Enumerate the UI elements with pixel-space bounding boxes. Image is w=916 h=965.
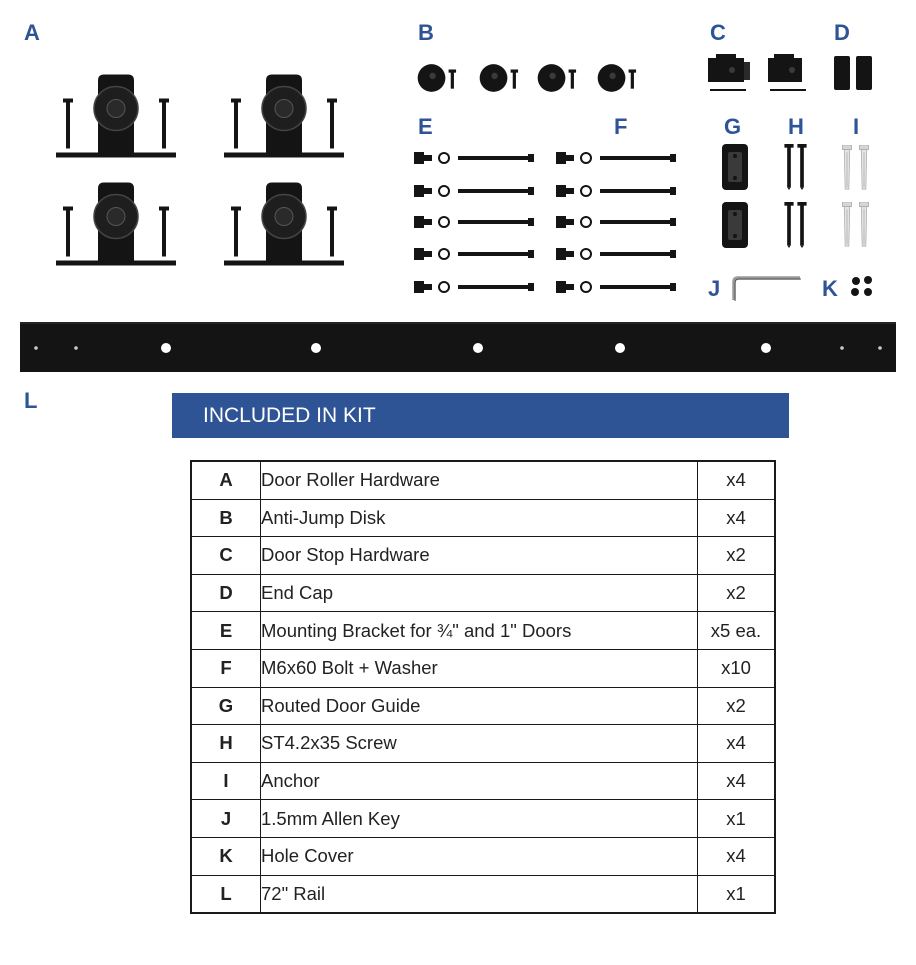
part-description-cell: Routed Door Guide — [261, 687, 698, 725]
table-row — [191, 725, 775, 763]
included-in-kit-banner — [172, 393, 789, 438]
part-quantity-cell: x10 — [698, 649, 776, 687]
kit-contents-table — [190, 460, 776, 914]
anchor-image — [841, 145, 853, 191]
bolt-washer-image — [556, 150, 686, 166]
part-letter-a: A — [24, 20, 40, 45]
part-letter-d: D — [834, 20, 850, 45]
bolt-washer-image — [556, 214, 686, 230]
table-row — [191, 612, 775, 650]
part-letter-e: E — [418, 114, 433, 139]
mounting-bracket-image — [414, 214, 544, 230]
part-quantity-cell: x5 ea. — [698, 612, 776, 650]
mounting-bracket-image — [414, 246, 544, 262]
part-description-cell: Door Stop Hardware — [261, 537, 698, 575]
part-description-cell: ST4.2x35 Screw — [261, 725, 698, 763]
screw-image — [784, 202, 794, 248]
part-description-cell: End Cap — [261, 574, 698, 612]
part-letter-c: C — [710, 20, 726, 45]
part-code-cell: G — [191, 687, 261, 725]
part-quantity-cell: x1 — [698, 875, 776, 913]
part-code-cell: B — [191, 499, 261, 537]
bolt-washer-image — [556, 183, 686, 199]
banner-title: INCLUDED IN KIT — [203, 404, 376, 427]
table-row — [191, 574, 775, 612]
part-quantity-cell: x2 — [698, 537, 776, 575]
anti-jump-disk-image — [534, 62, 584, 94]
part-code-cell: J — [191, 800, 261, 838]
table-row — [191, 461, 775, 499]
table-row — [191, 837, 775, 875]
door-roller-image — [54, 178, 178, 273]
screw-image — [797, 144, 807, 190]
part-quantity-cell: x2 — [698, 687, 776, 725]
part-code-cell: I — [191, 762, 261, 800]
door-stop-image — [706, 52, 816, 96]
part-code-cell: L — [191, 875, 261, 913]
mounting-bracket-image — [414, 183, 544, 199]
part-letter-j: J — [708, 276, 721, 301]
mounting-bracket-image — [414, 279, 544, 295]
part-letter-f: F — [614, 114, 628, 139]
table-row — [191, 875, 775, 913]
part-code-cell: C — [191, 537, 261, 575]
part-code-cell: K — [191, 837, 261, 875]
bolt-washer-image — [556, 246, 686, 262]
screw-image — [784, 144, 794, 190]
part-description-cell: Hole Cover — [261, 837, 698, 875]
allen-key-image — [728, 274, 804, 302]
part-letter-h: H — [788, 114, 804, 139]
part-quantity-cell: x2 — [698, 574, 776, 612]
table-row — [191, 649, 775, 687]
rail-image — [20, 322, 896, 372]
anti-jump-disk-image — [476, 62, 526, 94]
part-description-cell: M6x60 Bolt + Washer — [261, 649, 698, 687]
door-guide-image — [720, 142, 750, 192]
part-letter-g: G — [724, 114, 742, 139]
screw-image — [797, 202, 807, 248]
part-quantity-cell: x4 — [698, 499, 776, 537]
part-description-cell: Door Roller Hardware — [261, 461, 698, 499]
table-row — [191, 762, 775, 800]
door-roller-image — [222, 178, 346, 273]
table-row — [191, 499, 775, 537]
anchor-image — [841, 202, 853, 248]
part-description-cell: 72" Rail — [261, 875, 698, 913]
table-row — [191, 800, 775, 838]
part-letter-l: L — [24, 388, 38, 413]
part-description-cell: 1.5mm Allen Key — [261, 800, 698, 838]
table-row — [191, 537, 775, 575]
part-code-cell: E — [191, 612, 261, 650]
part-description-cell: Anti-Jump Disk — [261, 499, 698, 537]
anchor-image — [858, 145, 870, 191]
part-quantity-cell: x4 — [698, 837, 776, 875]
end-cap-image — [832, 54, 876, 94]
mounting-bracket-image — [414, 150, 544, 166]
door-roller-image — [222, 70, 346, 165]
anti-jump-disk-image — [414, 62, 464, 94]
hole-cover-image — [848, 274, 876, 300]
table-row — [191, 687, 775, 725]
part-code-cell: A — [191, 461, 261, 499]
part-quantity-cell: x4 — [698, 762, 776, 800]
part-letter-k: K — [822, 276, 838, 301]
part-description-cell: Anchor — [261, 762, 698, 800]
part-code-cell: D — [191, 574, 261, 612]
door-roller-image — [54, 70, 178, 165]
part-quantity-cell: x4 — [698, 461, 776, 499]
part-description-cell: Mounting Bracket for ¾" and 1" Doors — [261, 612, 698, 650]
part-code-cell: H — [191, 725, 261, 763]
part-code-cell: F — [191, 649, 261, 687]
part-quantity-cell: x1 — [698, 800, 776, 838]
bolt-washer-image — [556, 279, 686, 295]
part-quantity-cell: x4 — [698, 725, 776, 763]
anchor-image — [858, 202, 870, 248]
anti-jump-disk-image — [594, 62, 644, 94]
part-letter-i: I — [853, 114, 860, 139]
part-letter-b: B — [418, 20, 434, 45]
door-guide-image — [720, 200, 750, 250]
